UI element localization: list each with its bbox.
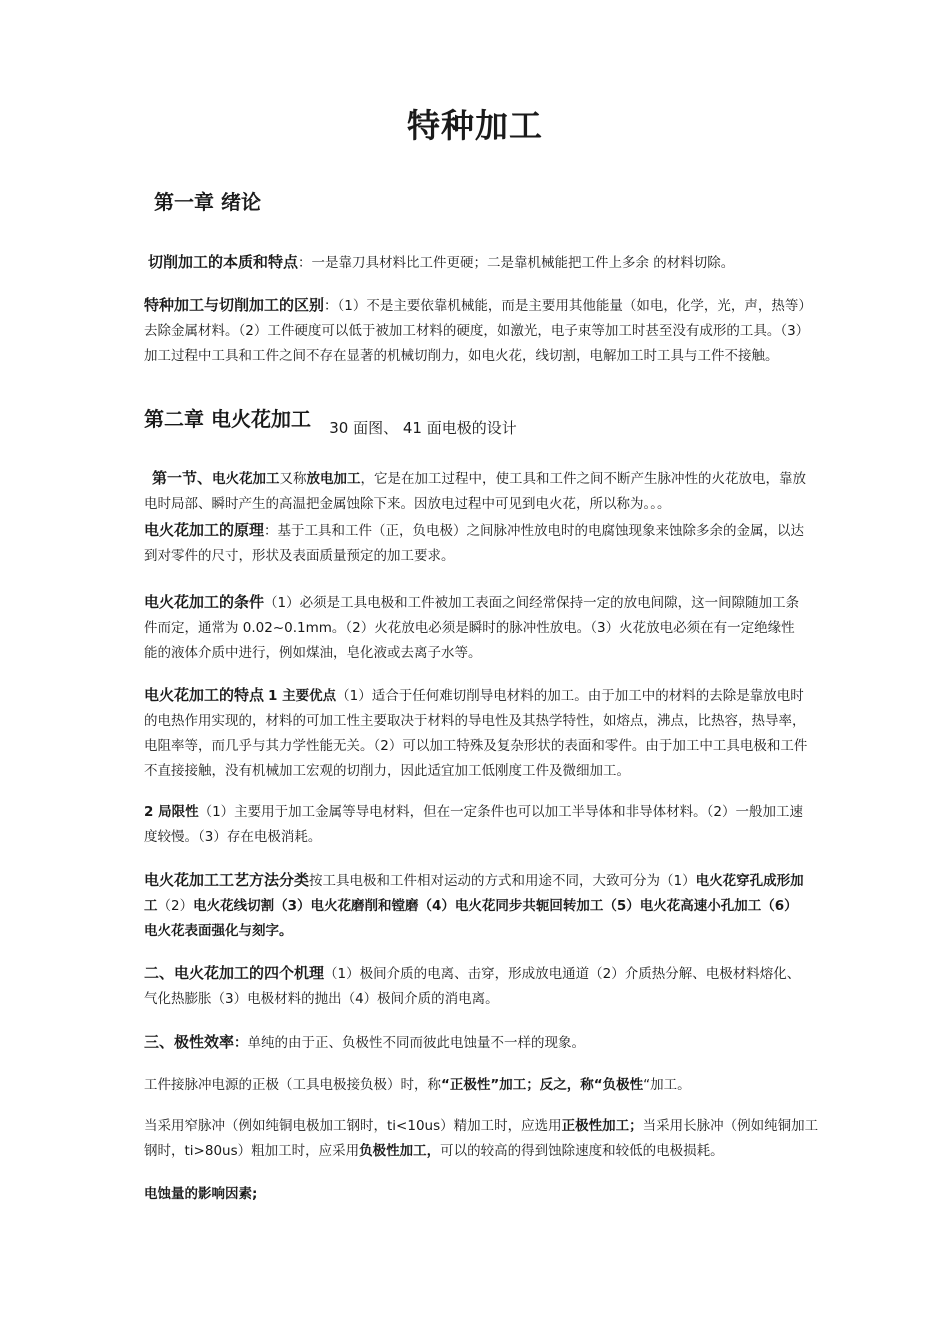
classification-bold-1: 电火花穿孔成形加工 xyxy=(144,873,804,914)
paragraph-polarity-use xyxy=(144,1114,824,1164)
limits-label: 2 局限性 xyxy=(144,804,199,820)
classification-bold-2: 电火花线切割（3）电火花磨削和镗磨（4）电火花同步共轭回转加工（5）电火花高速小孔加工（6）电火花表面强化与刻字。 xyxy=(144,898,798,939)
difference-text: ：（1）不是主要依靠机械能，而是主要用其他能量（如电，化学，光，声，热等）去除金属材料。（2）工件硬度可以低于被加工材料的硬度，如激光，电子束等加工时甚至没有成形的工具。（3）加工过程中工具和工件之间不存在显著的机械切削力，如电火花，线切割，电解加工时工具与工件不接触。 xyxy=(144,298,806,364)
polarity-colon: ： xyxy=(234,1035,248,1051)
polarity-use-bold-1: 正极性加工； xyxy=(561,1118,643,1134)
conditions-label: 电火花加工的条件 xyxy=(144,593,265,611)
principle-text: ：基于工具和工件（正，负电极）之间脉冲性放电时的电腐蚀现象来蚀除多余的金属，以达到对零件的尺寸，形状及表面质量预定的加工要求。 xyxy=(144,523,805,564)
polarity-def-bold: “正极性”加工；反之，称“负极性 xyxy=(441,1077,644,1093)
chapter-2-heading: 第二章 电火花加工 xyxy=(144,407,311,431)
paragraph-conditions xyxy=(144,590,808,666)
features-sublabel: 1 主要优点 xyxy=(268,688,337,704)
paragraph-principle xyxy=(144,518,808,569)
paragraph-features xyxy=(144,683,808,784)
section-1-term-1: 电火花加工 xyxy=(212,471,280,487)
paragraph-essence xyxy=(148,250,812,276)
heading-erosion-factors: 电蚀量的影响因素; xyxy=(144,1186,258,1202)
polarity-label: 三、极性效率 xyxy=(144,1033,235,1051)
polarity-def-tail: “加工。 xyxy=(643,1077,691,1093)
section-1-mid: 又称 xyxy=(279,471,307,487)
difference-label: 特种加工与切削加工的区别 xyxy=(144,296,325,314)
chapter-1-heading: 第一章 绪论 xyxy=(154,190,261,214)
essence-text: ：一是靠刀具材料比工件更硬；二是靠机械能把工件上多余 的材料切除。 xyxy=(298,255,735,271)
paragraph-mechanism xyxy=(144,961,808,1012)
paragraph-polarity-definition xyxy=(144,1073,844,1098)
document-title: 特种加工 xyxy=(407,106,543,145)
paragraph-section-1 xyxy=(144,466,808,517)
polarity-use-text-3: 可以的较高的得到蚀除速度和较低的电极损耗。 xyxy=(440,1143,724,1159)
mechanism-label: 二、电火花加工的四个机理 xyxy=(144,964,325,982)
polarity-text: 单纯的由于正、负极性不同而彼此电蚀量不一样的现象。 xyxy=(247,1035,586,1051)
mechanism-text: （1）极间介质的电离、击穿，形成放电通道（2）介质热分解、电极材料熔化、气化热膨胀（3）电极材料的抛出（4）极间介质的消电离。 xyxy=(144,966,801,1007)
paragraph-classification xyxy=(144,868,808,944)
polarity-def-text: 工件接脉冲电源的正极（工具电极接负极）时，称 xyxy=(144,1077,441,1093)
classification-text-2: （2） xyxy=(157,898,194,914)
classification-text: 按工具电极和工件相对运动的方式和用途不同，大致可分为（1） xyxy=(309,873,696,889)
polarity-use-text-2: 当采用长脉冲（例如纯铜加工钢时，ti>80us）粗加工时，应采用 xyxy=(144,1118,819,1159)
conditions-text: （1）必须是工具电极和工件被加工表面之间经常保持一定的放电间隙，这一间隙随加工条件而定，通常为 0.02~0.1mm。（2）火花放电必须是瞬时的脉冲性放电。（3）火花放电必须在有一定绝缘性能的液体介质中进行，例如煤油，皂化液或去离子水等。 xyxy=(144,595,800,661)
polarity-use-bold-2: 负极性加工， xyxy=(359,1143,441,1159)
paragraph-difference xyxy=(144,293,808,369)
classification-label: 电火花加工工艺方法分类 xyxy=(144,871,310,889)
essence-label: 切削加工的本质和特点 xyxy=(148,253,299,271)
features-label: 电火花加工的特点 xyxy=(144,686,265,704)
polarity-use-text-1: 当采用窄脉冲（例如纯铜电极加工钢时，ti<10us）精加工时，应选用 xyxy=(144,1118,562,1134)
section-1-label: 第一节、 xyxy=(152,469,213,487)
chapter-2-heading-row xyxy=(144,407,808,435)
features-text: （1）适合于任何难切削导电材料的加工。由于加工中的材料的去除是靠放电时的电热作用实现的，材料的可加工性主要取决于材料的导电性及其热学特性，如熔点，沸点，比热容，热导率，电阻率等，而几乎与其力学性能无关。（2）可以加工特殊及复杂形状的表面和零件。由于加工中工具电极和工件不直接接触，没有机械加工宏观的切削力，因此适宜加工低刚度工件及微细加工。 xyxy=(144,688,808,779)
chapter-2-note: 30 面图、 41 面电极的设计 xyxy=(329,419,517,437)
paragraph-polarity xyxy=(144,1030,808,1056)
section-1-term-2: 放电加工 xyxy=(306,471,361,487)
limits-text: （1）主要用于加工金属等导电材料，但在一定条件也可以加工半导体和非导体材料。（2）一般加工速度较慢。（3）存在电极消耗。 xyxy=(144,804,804,845)
principle-label: 电火花加工的原理 xyxy=(144,521,265,539)
paragraph-limits xyxy=(144,800,808,850)
section-1-text: ，它是在加工过程中，使工具和工件之间不断产生脉冲性的火花放电，靠放电时局部、瞬时产生的高温把金属蚀除下来。因放电过程中可见到电火花，所以称为。。。 xyxy=(144,471,807,512)
